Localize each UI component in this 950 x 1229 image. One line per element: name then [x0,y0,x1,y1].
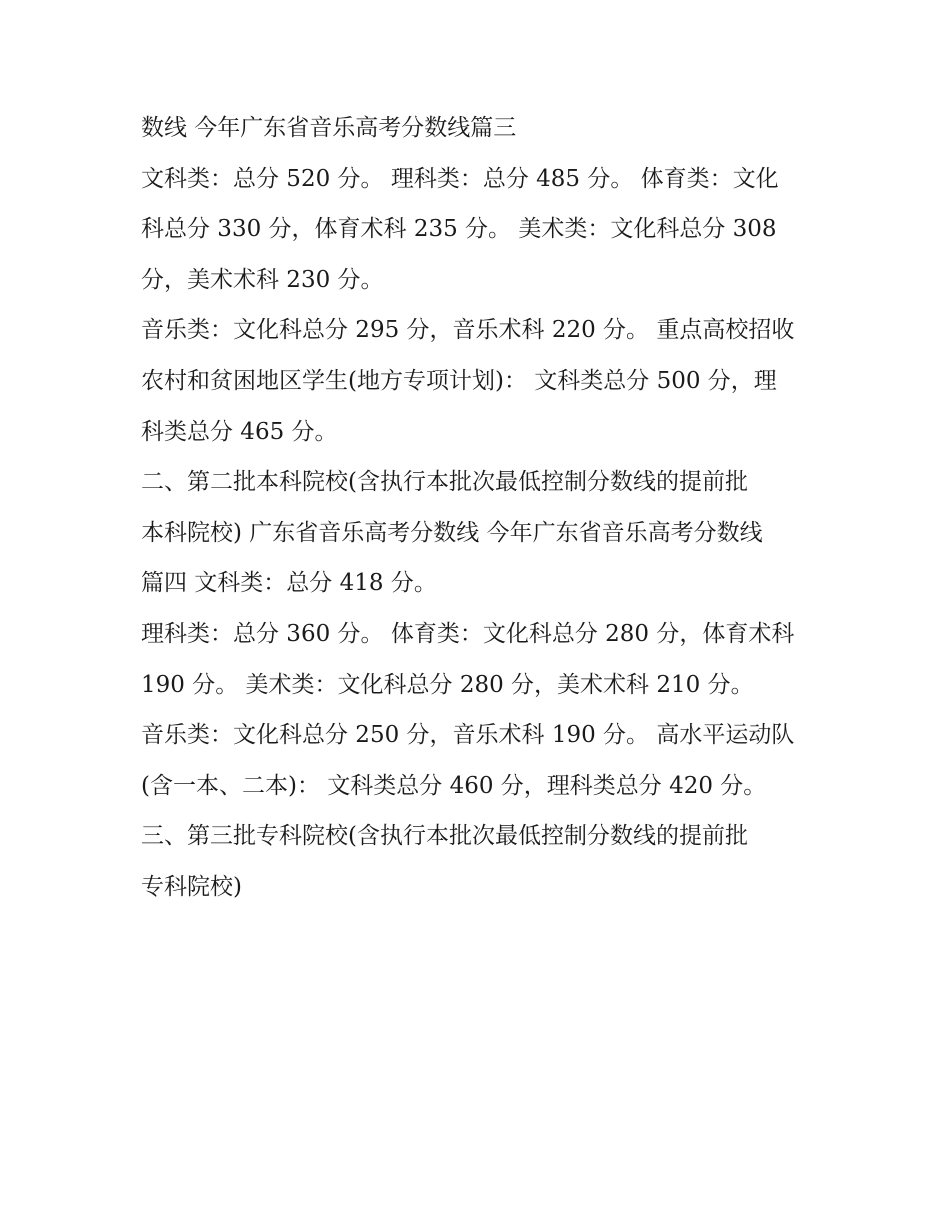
text-line: (含一本、二本)： 文科类总分 460 分，理科类总分 420 分。 [141,772,767,799]
text-line: 篇四 文科类：总分 418 分。 [141,570,437,597]
text-line: 音乐类：文化科总分 295 分，音乐术科 220 分。 重点高校招收 [141,317,795,344]
text-line: 专科院校) [141,873,242,900]
text-line: 音乐类：文化科总分 250 分，音乐术科 190 分。 高水平运动队 [141,722,795,749]
text-line: 分，美术术科 230 分。 [141,266,384,293]
document-body [141,103,813,913]
text-line: 190 分。 美术类：文化科总分 280 分，美术术科 210 分。 [141,671,754,698]
text-line: 农村和贫困地区学生(地方专项计划)： 文科类总分 500 分，理 [141,367,777,394]
text-line: 本科院校) 广东省音乐高考分数线 今年广东省音乐高考分数线 [141,519,763,546]
text-line: 理科类：总分 360 分。 体育类：文化科总分 280 分，体育术科 [141,620,795,647]
text-line: 数线 今年广东省音乐高考分数线篇三 [141,115,517,141]
text-line: 科类总分 465 分。 [141,418,338,445]
text-line: 二、第二批本科院校(含执行本批次最低控制分数线的提前批 [141,469,748,496]
text-line: 科总分 330 分，体育术科 235 分。 美术类：文化科总分 308 [141,216,777,243]
text-line: 三、第三批专科院校(含执行本批次最低控制分数线的提前批 [141,823,748,850]
text-line: 文科类：总分 520 分。 理科类：总分 485 分。 体育类：文化 [141,165,779,192]
